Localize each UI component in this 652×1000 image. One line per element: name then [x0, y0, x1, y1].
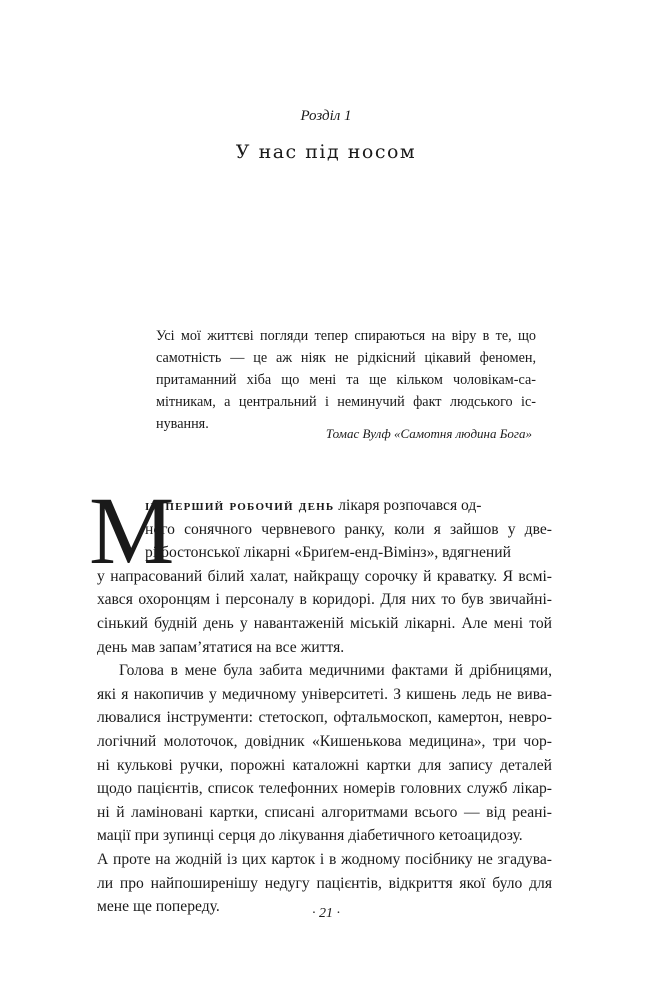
text-line: ли про найпоширенішу недугу пацієнтів, відкриття якої було для [97, 874, 552, 892]
epigraph-line: самотність — це аж ніяк не рідкісний цікавий феномен, [156, 350, 536, 366]
text-line: день мав запам’ятатися на все життя. [97, 638, 345, 656]
text-line: ні кулькові ручки, порожні каталожні картки для запису деталей [97, 756, 552, 774]
text-line: А проте на жодній із цих карток і в жодному посібнику не згадува- [97, 850, 552, 868]
text-line: лювалися інструменти: стетоскоп, офтальмоскоп, камертон, невро- [97, 709, 552, 727]
lead-in: ій перший робочий день [145, 497, 335, 514]
text-line: сінький будній день у навантаженій міській лікарні. Але мені той [97, 614, 552, 632]
chapter-label: Розділ 1 [300, 108, 352, 124]
epigraph [156, 325, 536, 435]
text-line: Голова в мене була забита медичними фактами й дрібницями, [119, 662, 552, 680]
body-text [97, 494, 552, 919]
page-number: · 21 · [312, 906, 340, 921]
drop-cap: М [89, 477, 175, 584]
epigraph-line: нування. [156, 416, 209, 432]
epigraph-line: мітникам, а центральний і неминучий факт людського іс- [156, 394, 536, 410]
text-line [97, 494, 552, 518]
text-line: рі бостонської лікарні «Бриґем-енд-Вімінз», вдягнений [145, 544, 511, 562]
text-line: які я накопичив у медичному університеті. З кишень ледь не вива- [97, 685, 552, 703]
first-line-rest: лікаря розпочався од- [334, 497, 482, 514]
text-line: логічний молоточок, довідник «Кишенькова медицина», три чор- [97, 732, 552, 750]
text-line: ні й ламіновані картки, списані алгоритмами всього — від реані- [97, 803, 552, 821]
text-line: щодо пацієнтів, список телефонних номерів головних служб лікар- [97, 780, 552, 798]
text-line: у напрасований білий халат, найкращу сорочку й краватку. Я всмі- [97, 567, 552, 585]
text-line: ного сонячного червневого ранку, коли я зайшов у две- [145, 520, 552, 538]
text-line: хався охоронцям і персоналу в коридорі. Для них то був звичайні- [97, 591, 552, 609]
epigraph-line: притаманний хіба що мені та ще кільком чоловікам-са- [156, 372, 536, 388]
text-line: мене ще попереду. [97, 898, 220, 916]
epigraph-line: Усі мої життєві погляди тепер спираються на віру в те, що [156, 328, 536, 344]
epigraph-attribution: Томас Вулф «Самотня людина Бога» [325, 426, 532, 441]
chapter-title: У нас під носом [235, 141, 417, 163]
text-line: мації при зупинці серця до лікування діабетичного кетоацидозу. [97, 827, 523, 845]
